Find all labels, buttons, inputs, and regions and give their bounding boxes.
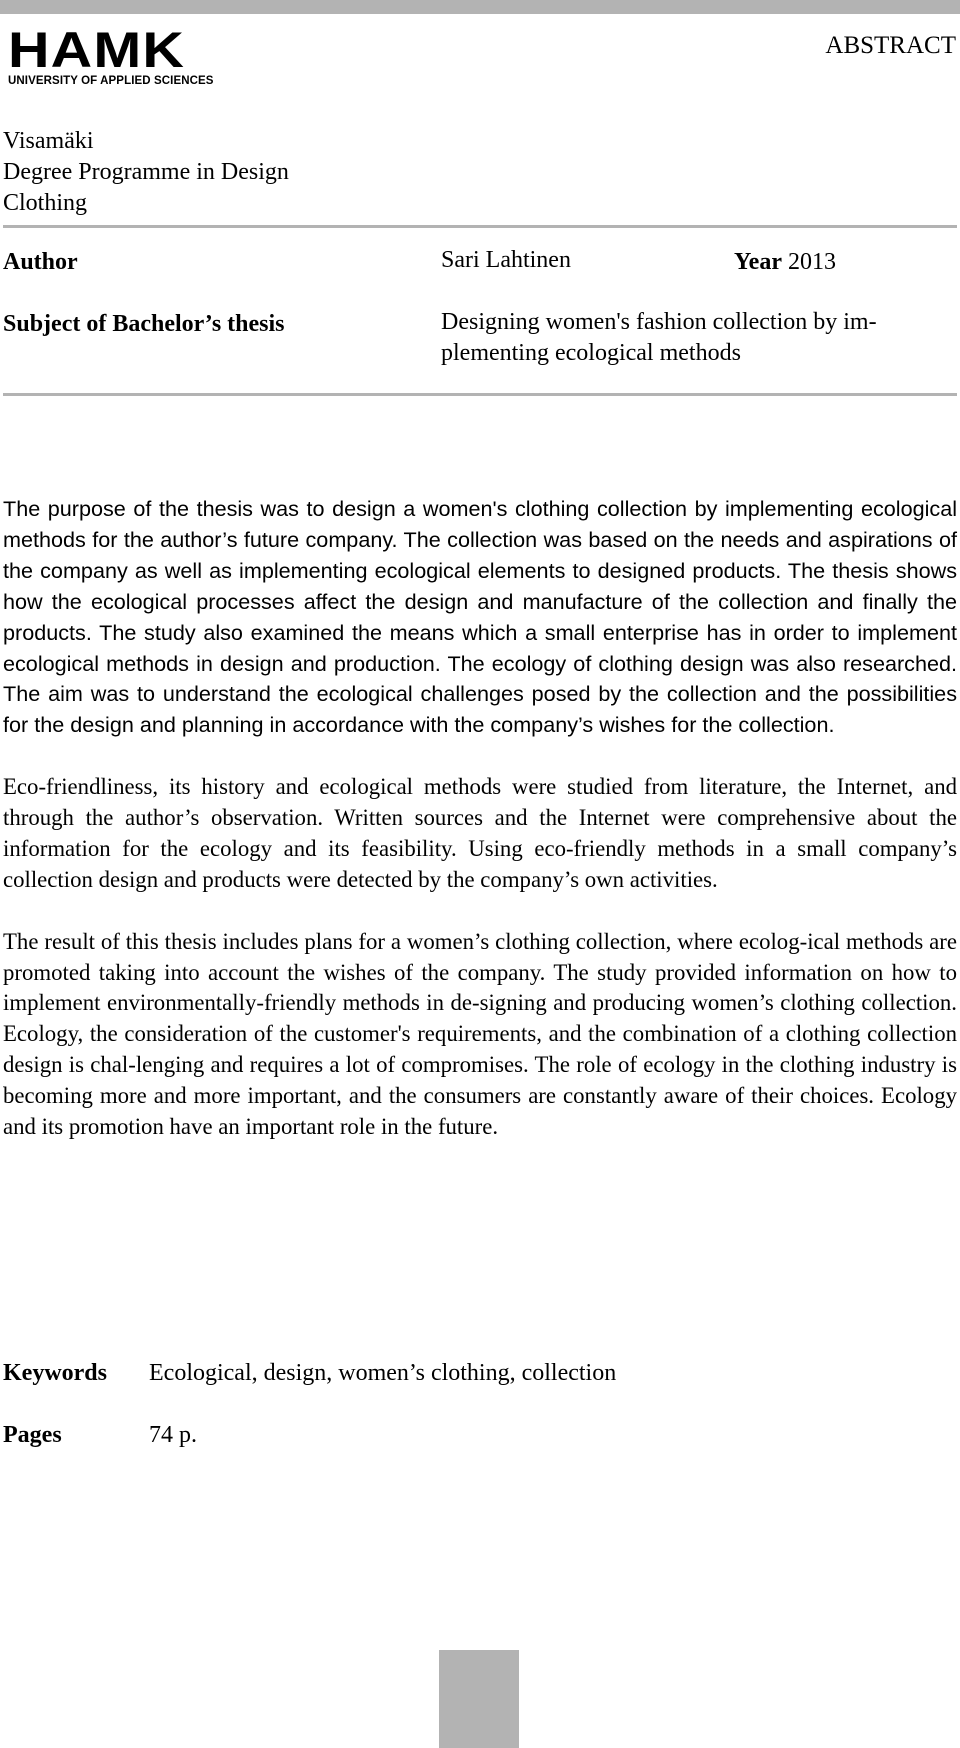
subject-line-2: plementing ecological methods (441, 340, 741, 366)
logo-subtitle: UNIVERSITY OF APPLIED SCIENCES (8, 75, 214, 87)
abstract-paragraph-3: The result of this thesis includes plans for a women’s clothing collection, where ecolog-ical methods are promoted taking into account the wishes of the company. The study provided information on how to implement environmentally-friendly methods in de-signing and producing women’s clothing collection. Ecology, the consideration of the customer's requirements, and the combination of a clothing collection design is chal-lenging and requires a lot of compromises. The role of ecology in the clothing industry is becoming more and more important, and the consumers are constantly aware of their choices. Ecology and its promotion have an important role in the future. (3, 928, 957, 1140)
subject-value (441, 307, 877, 369)
pages-label: Pages (3, 1422, 62, 1448)
year-value: 2013 (787, 249, 836, 275)
organization-block (3, 126, 289, 219)
keywords-value: Ecological, design, women’s clothing, collection (149, 1360, 617, 1386)
top-decorative-bar (0, 0, 960, 14)
subject-label: Subject of Bachelor’s thesis (3, 311, 285, 337)
upper-divider (3, 225, 957, 228)
hamk-logo (8, 22, 244, 88)
degree-programme: Degree Programme in Design (3, 159, 289, 185)
campus-name: Visamäki (3, 128, 94, 154)
abstract-paragraph-2: Eco-friendliness, its history and ecological methods were studied from literature, the Internet, and through the author’s observation. Written sources and the Internet were comprehensive about the information for the ecology and its feasibility. Using eco-friendly methods in a small company’s collection design and products were detected by the company’s own activities. (3, 774, 957, 892)
author-label: Author (3, 249, 78, 275)
pages-value: 74 p. (149, 1422, 197, 1448)
abstract-paragraph-1: The purpose of the thesis was to design a women's clothing collection by implementing ecological methods for the author’s future company. The collection was based on the needs and aspirations of the company as well as implementing ecological elements to designed products. The thesis shows how the ecological processes affect the design and manufacture of the collection and finally the products. The study also examined the means which a small enterprise has in order to implement ecological methods in design and production. The ecology of clothing design was also researched. The aim was to understand the ecological challenges posed by the collection and the possibilities for the design and planning in accordance with the company’s wishes for the collection. (3, 496, 957, 738)
year-field (734, 249, 836, 276)
abstract-body (3, 494, 957, 1174)
document-type-heading: ABSTRACT (825, 32, 956, 59)
footer-decorative-block (439, 1650, 519, 1748)
keywords-label: Keywords (3, 1360, 107, 1386)
subject-line-1: Designing women's fashion collection by im- (441, 309, 877, 335)
specialisation: Clothing (3, 190, 88, 216)
author-name: Sari Lahtinen (441, 247, 571, 273)
year-label: Year (734, 249, 782, 275)
lower-divider (3, 393, 957, 396)
logo-wordmark: HAMK (8, 22, 186, 78)
